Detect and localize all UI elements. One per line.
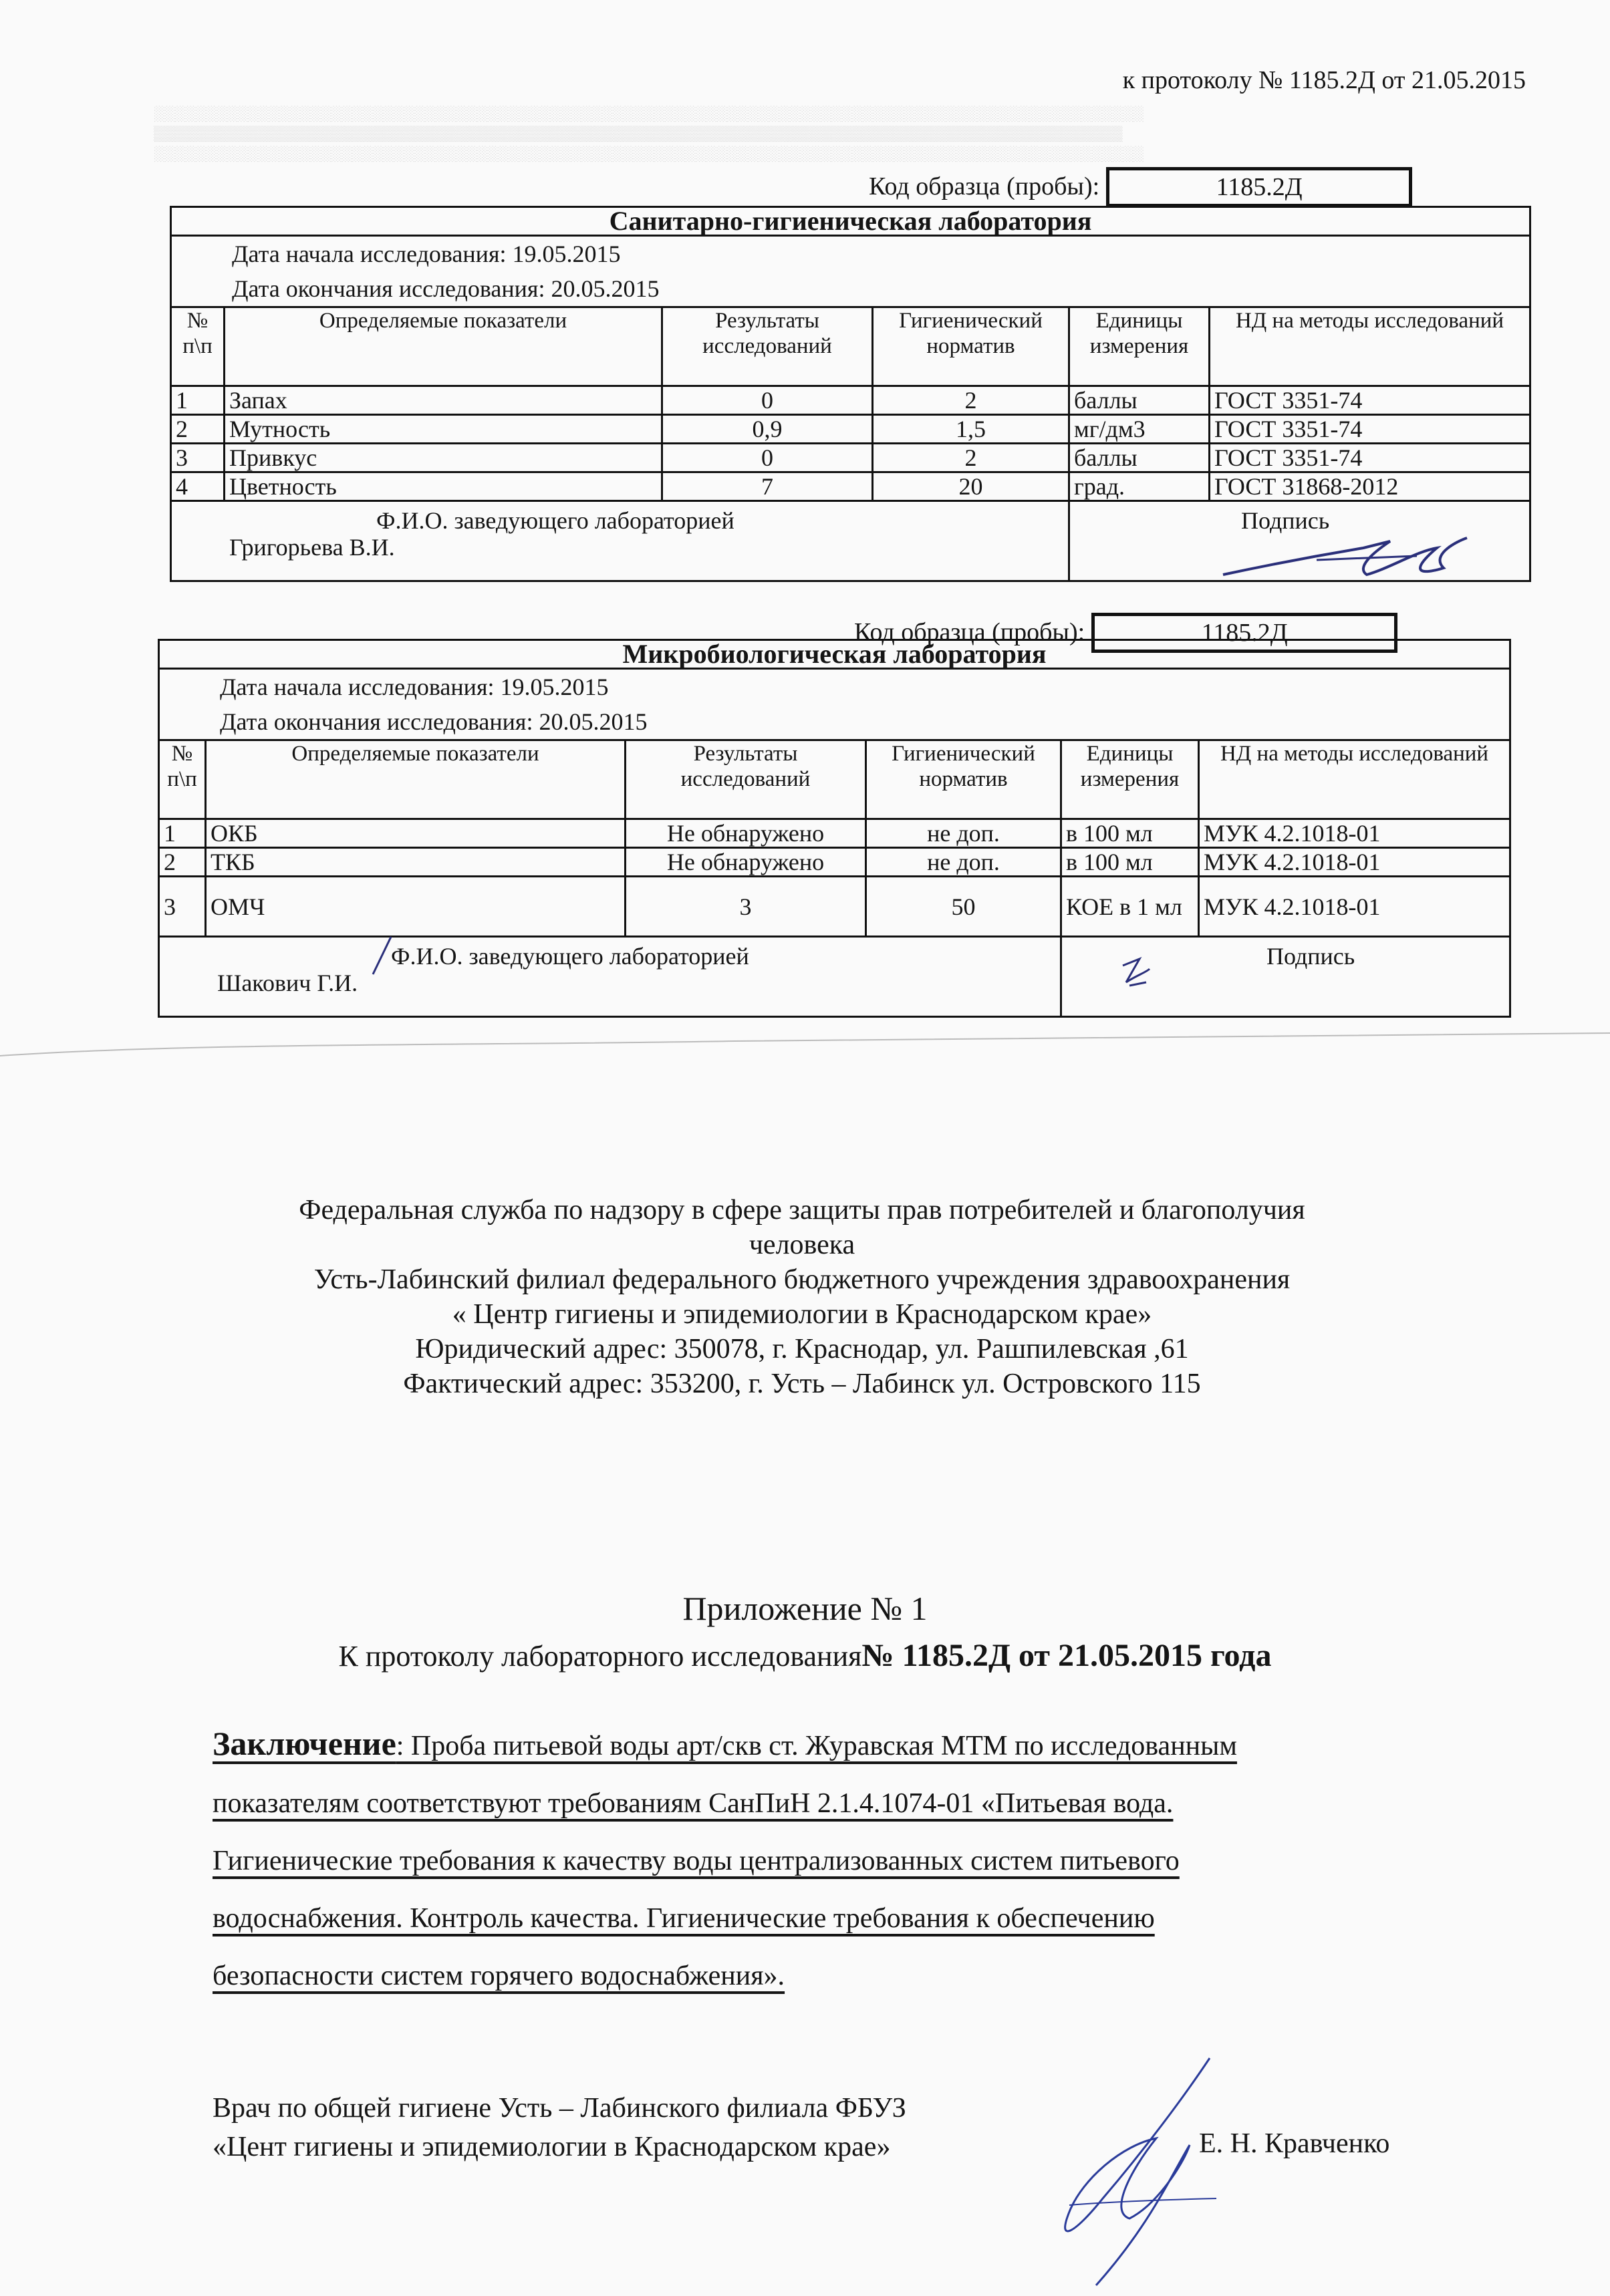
method-value: ГОСТ 31868-2012: [1210, 472, 1530, 501]
table-header-row: [171, 307, 1530, 386]
column-header: Единицы измерения: [1061, 740, 1199, 819]
column-header: № п\п: [171, 307, 225, 386]
method-value: ГОСТ 3351-74: [1210, 444, 1530, 472]
table-row: [159, 848, 1510, 877]
column-header: НД на методы исследований: [1199, 740, 1510, 819]
sanitary-lab-table: [170, 206, 1531, 582]
signature-mark: [1216, 528, 1470, 588]
indicator-name: Запах: [225, 386, 662, 415]
column-header: Определяемые показатели: [206, 740, 626, 819]
head-name: Шакович Г.И.: [217, 970, 358, 996]
norm-value: не доп.: [866, 819, 1061, 848]
unit-value: мг/дм3: [1069, 415, 1210, 444]
protocol-reference: к протоколу № 1185.2Д от 21.05.2015: [1122, 66, 1526, 94]
column-header: НД на методы исследований: [1210, 307, 1530, 386]
table-row: [171, 386, 1530, 415]
start-date: Дата начала исследования: 19.05.2015: [232, 241, 621, 267]
result-value: 7: [662, 472, 873, 501]
position-line: «Цент гигиены и эпидемиологии в Краснодарском крае»: [213, 2132, 891, 2162]
norm-value: 2: [873, 386, 1069, 415]
row-number: 1: [159, 819, 206, 848]
doctor-signature: [1029, 2045, 1230, 2292]
unit-value: КОЕ в 1 мл: [1061, 877, 1199, 937]
norm-value: не доп.: [866, 848, 1061, 877]
result-value: Не обнаружено: [626, 848, 866, 877]
conclusion-text: [213, 1715, 1522, 2005]
result-value: 0: [662, 386, 873, 415]
column-header: Результаты исследований: [662, 307, 873, 386]
norm-value: 2: [873, 444, 1069, 472]
position-line: Врач по общей гигиене Усть – Лабинского филиала ФБУЗ: [213, 2093, 906, 2124]
indicator-name: ОКБ: [206, 819, 626, 848]
table-row: [159, 819, 1510, 848]
head-cell: [171, 501, 1069, 581]
org-line: человека: [749, 1230, 855, 1260]
column-header: Гигиенический норматив: [866, 740, 1061, 819]
end-date: Дата окончания исследования: 20.05.2015: [220, 708, 648, 735]
row-number: 2: [159, 848, 206, 877]
end-date: Дата окончания исследования: 20.05.2015: [232, 275, 660, 302]
conclusion-line: безопасности систем горячего водоснабжения».: [213, 1961, 785, 1991]
show-through-texture: ░░░░░░░░░░░░░░░░░░░░░░░░░░░░░░░░░░░░░░░░░░░░░░░░░░░░░░░░░░░░░░░░░░░░░░░░░░░░░░░░░░░░░░░░░░░░░░░ ▒▒▒▒▒▒▒▒▒▒▒▒▒▒▒▒▒▒▒▒▒▒▒▒▒▒▒▒▒▒▒▒▒▒▒▒▒▒▒▒▒▒▒▒▒▒▒▒▒▒▒▒▒▒▒▒▒▒▒▒▒▒▒▒▒▒▒▒▒▒▒▒▒▒▒▒▒▒▒▒▒▒▒▒▒▒▒▒▒▒▒▒▒ ░░░░░░░░░░░░░░░░░░░░░░░░░░░░░░░░░░░░░░░░░░░░░░░░░░░░░░░░░░░░░░░░░░░░░░░░░░░░░░░░░░░░░░░░░░░░░░░: [154, 106, 1144, 163]
sample-code-label: Код образца (пробы):: [854, 618, 1085, 646]
table-header-row: [159, 740, 1510, 819]
appendix-title: Приложение № 1: [682, 1590, 928, 1627]
micro-lab-table: [158, 639, 1511, 1018]
conclusion-line: водоснабжения. Контроль качества. Гигиенические требования к обеспечению: [213, 1903, 1155, 1934]
signer-position: [213, 2089, 906, 2166]
conclusion-line: показателям соответствуют требованиям СанПиН 2.1.4.1074-01 «Питьевая вода.: [213, 1788, 1174, 1819]
table-row: [159, 877, 1510, 937]
sample-code-label: Код образца (пробы):: [869, 172, 1100, 200]
head-label: Ф.И.О. заведующего лабораторией: [391, 943, 749, 970]
norm-value: 20: [873, 472, 1069, 501]
start-date: Дата начала исследования: 19.05.2015: [220, 674, 609, 700]
table-row: [171, 444, 1530, 472]
unit-value: в 100 мл: [1061, 819, 1199, 848]
column-header: Определяемые показатели: [225, 307, 662, 386]
indicator-name: Цветность: [225, 472, 662, 501]
signature-row: [159, 937, 1510, 1017]
organization-header: [134, 1193, 1470, 1401]
signature-label: Подпись: [1266, 943, 1355, 970]
paper-edge: [0, 1029, 1610, 1062]
row-number: 3: [171, 444, 225, 472]
method-value: МУК 4.2.1018-01: [1199, 848, 1510, 877]
indicator-name: ОМЧ: [206, 877, 626, 937]
check-mark: [368, 936, 394, 976]
norm-value: 50: [866, 877, 1061, 937]
appendix-subtitle-prefix: К протоколу лабораторного исследования: [338, 1640, 862, 1673]
method-value: ГОСТ 3351-74: [1210, 415, 1530, 444]
research-dates: [171, 236, 1530, 307]
head-cell: [159, 937, 1061, 1017]
sample-code-value: 1185.2Д: [1091, 613, 1397, 653]
sanitary-sample-code: [869, 167, 1412, 207]
legal-address: Юридический адрес: 350078, г. Краснодар, ул. Рашпилевская ,61: [415, 1334, 1189, 1365]
row-number: 3: [159, 877, 206, 937]
result-value: 0: [662, 444, 873, 472]
research-dates: [159, 669, 1510, 740]
signature-label: Подпись: [1241, 507, 1330, 534]
appendix-subtitle: [0, 1637, 1610, 1674]
column-header: Результаты исследований: [626, 740, 866, 819]
column-header: Единицы измерения: [1069, 307, 1210, 386]
org-line: Федеральная служба по надзору в сфере защиты прав потребителей и благополучия: [299, 1195, 1305, 1226]
norm-value: 1,5: [873, 415, 1069, 444]
head-label: Ф.И.О. заведующего лабораторией: [376, 507, 734, 534]
head-name: Григорьева В.И.: [229, 534, 395, 561]
unit-value: в 100 мл: [1061, 848, 1199, 877]
column-header: Гигиенический норматив: [873, 307, 1069, 386]
indicator-name: Привкус: [225, 444, 662, 472]
lab-title: Микробиологическая лаборатория: [159, 640, 1510, 669]
method-value: МУК 4.2.1018-01: [1199, 819, 1510, 848]
signature-mark: [1109, 956, 1163, 996]
conclusion-label: Заключение: [213, 1725, 396, 1762]
row-number: 4: [171, 472, 225, 501]
org-line: « Центр гигиены и эпидемиологии в Краснодарском крае»: [452, 1299, 1152, 1330]
actual-address: Фактический адрес: 353200, г. Усть – Лабинск ул. Островского 115: [403, 1369, 1201, 1399]
method-value: МУК 4.2.1018-01: [1199, 877, 1510, 937]
appendix-protocol-number: № 1185.2Д от 21.05.2015 года: [861, 1638, 1272, 1673]
unit-value: град.: [1069, 472, 1210, 501]
table-row: [171, 415, 1530, 444]
unit-value: баллы: [1069, 444, 1210, 472]
column-header: № п\п: [159, 740, 206, 819]
lab-title: Санитарно-гигиеническая лаборатория: [171, 207, 1530, 236]
method-value: ГОСТ 3351-74: [1210, 386, 1530, 415]
table-row: [171, 472, 1530, 501]
org-line: Усть-Лабинский филиал федерального бюджетного учреждения здравоохранения: [313, 1264, 1291, 1295]
conclusion-line: Заключение: Проба питьевой воды арт/скв ст. Журавская МТМ по исследованным: [213, 1725, 1237, 1762]
row-number: 1: [171, 386, 225, 415]
result-value: 3: [626, 877, 866, 937]
unit-value: баллы: [1069, 386, 1210, 415]
indicator-name: ТКБ: [206, 848, 626, 877]
result-value: 0,9: [662, 415, 873, 444]
signer-name: Е. Н. Кравченко: [1199, 2128, 1390, 2159]
indicator-name: Мутность: [225, 415, 662, 444]
sample-code-value: 1185.2Д: [1106, 167, 1412, 207]
result-value: Не обнаружено: [626, 819, 866, 848]
row-number: 2: [171, 415, 225, 444]
conclusion-line: Гигиенические требования к качеству воды централизованных систем питьевого: [213, 1846, 1180, 1876]
